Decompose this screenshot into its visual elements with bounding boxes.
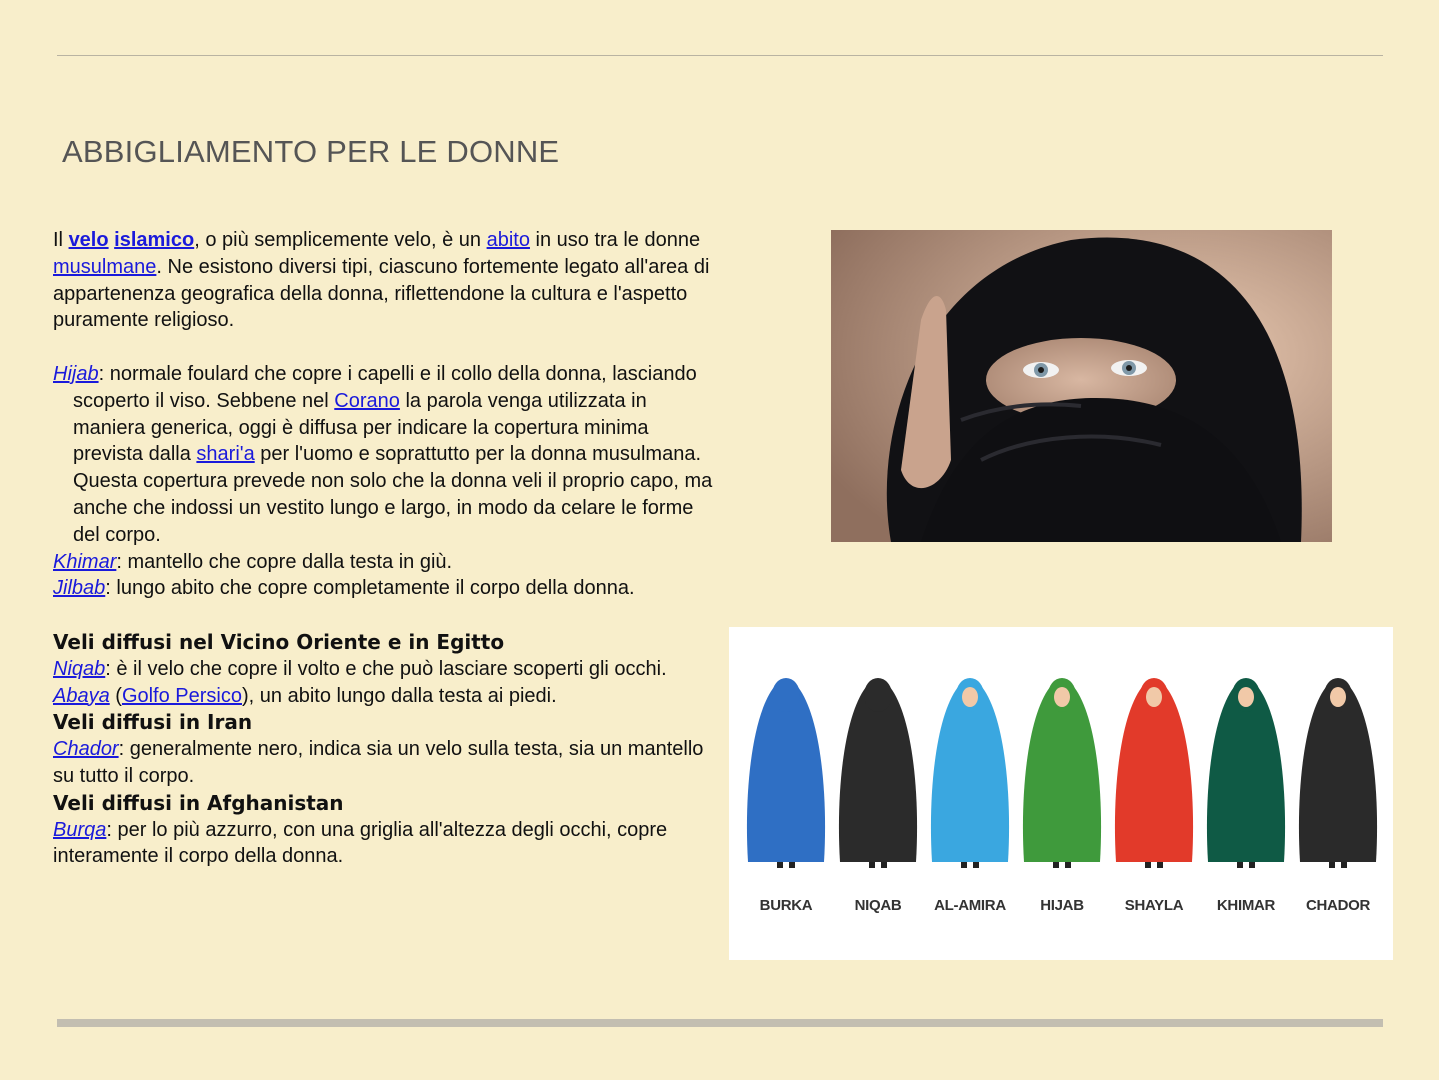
jilbab-definition xyxy=(53,575,713,602)
link-burqa[interactable]: Burqa xyxy=(53,818,107,841)
veil-types-illustration xyxy=(729,627,1393,960)
link-velo[interactable]: velo xyxy=(68,229,109,251)
abaya-definition xyxy=(53,683,713,710)
jilbab-text: : lungo abito che copre completamente il corpo della donna. xyxy=(105,577,635,600)
burqa-text: : per lo più azzurro, con una griglia all'altezza degli occhi, copre interamente il corpo della donna. xyxy=(53,818,668,868)
niqab-text: : è il velo che copre il volto e che può lasciare scoperti gli occhi. xyxy=(105,657,667,680)
bottom-divider xyxy=(57,1019,1383,1027)
veiled-woman-illustration xyxy=(831,230,1332,542)
link-chador[interactable]: Chador xyxy=(53,738,119,761)
chador-text: : generalmente nero, indica sia un velo sulla testa, sia un mantello su tutto il corpo. xyxy=(53,738,704,787)
link-sharia[interactable]: shari'a xyxy=(196,443,255,466)
veiled-woman-photo xyxy=(831,230,1332,542)
link-khimar[interactable]: Khimar xyxy=(53,550,117,573)
abaya-text: ), un abito lungo dalla testa ai piedi. xyxy=(242,684,557,707)
link-hijab[interactable]: Hijab xyxy=(53,362,99,385)
link-golfo-persico[interactable]: Golfo Persico xyxy=(121,684,242,707)
link-niqab[interactable]: Niqab xyxy=(53,657,106,680)
veil-figure-hijab xyxy=(1023,678,1101,868)
veil-figure-khimar xyxy=(1207,678,1285,868)
intro-paragraph xyxy=(53,227,713,334)
link-abito[interactable]: abito xyxy=(486,229,530,251)
veil-figure-niqab xyxy=(839,678,917,868)
section-heading-afghanistan: Veli diffusi in Afghanistan xyxy=(53,790,344,815)
veil-figure-chador xyxy=(1299,678,1377,868)
page-title: ABBIGLIAMENTO PER LE DONNE xyxy=(62,134,560,169)
khimar-definition xyxy=(53,549,713,576)
veil-label-al-amira: AL-AMIRA xyxy=(934,897,1006,914)
link-jilbab[interactable]: Jilbab xyxy=(53,577,106,600)
veil-figure-al-amira xyxy=(931,678,1009,868)
veil-figure-burka xyxy=(747,678,825,868)
niqab-definition xyxy=(53,656,713,683)
veil-label-shayla: SHAYLA xyxy=(1124,897,1184,914)
body-text xyxy=(53,227,713,870)
intro-text: . Ne esistono diversi tipi, ciascuno fortemente legato all'area di appartenenza geografica della donna, riflettendone la cultura e l'aspetto puramente religioso. xyxy=(53,255,710,332)
section-heading-oriente: Veli diffusi nel Vicino Oriente e in Egitto xyxy=(53,629,505,654)
burqa-definition xyxy=(53,817,713,871)
top-divider xyxy=(57,55,1383,56)
section-heading-iran: Veli diffusi in Iran xyxy=(53,710,253,735)
veil-label-hijab: HIJAB xyxy=(1040,897,1084,914)
hijab-text: la parola venga utilizzata in maniera generica, oggi è diffusa per indicare la copertura minima prevista dalla xyxy=(73,389,649,466)
veil-label-chador: CHADOR xyxy=(1305,897,1371,914)
spacer xyxy=(53,602,713,629)
spacer xyxy=(53,334,713,361)
hijab-text: : normale foulard che copre i capelli e il collo della donna, lasciando scoperto il viso. Sebbene nel xyxy=(73,362,697,412)
veil-figure-shayla xyxy=(1115,678,1193,868)
intro-text: in uso tra le donne xyxy=(529,229,701,251)
link-islamico[interactable]: islamico xyxy=(114,229,195,251)
link-musulmane[interactable]: musulmane xyxy=(53,255,157,278)
khimar-text: : mantello che copre dalla testa in giù. xyxy=(116,550,453,573)
link-corano[interactable]: Corano xyxy=(334,389,400,412)
abaya-text: ( xyxy=(109,684,122,707)
hijab-definition xyxy=(53,361,713,549)
veil-label-khimar: KHIMAR xyxy=(1216,897,1276,914)
chador-definition xyxy=(53,736,713,790)
veil-label-niqab: NIQAB xyxy=(854,897,902,914)
hijab-text: per l'uomo e soprattutto per la donna musulmana. Questa copertura prevede non solo che la donna veli il proprio capo, ma anche che indossi un vestito lungo e largo, in modo da celare le forme del corpo. xyxy=(73,443,713,546)
intro-text: , o più semplicemente velo, è un xyxy=(194,229,487,251)
intro-text: Il xyxy=(53,229,69,251)
link-abaya[interactable]: Abaya xyxy=(53,684,110,707)
veil-label-burka: BURKA xyxy=(759,897,813,914)
